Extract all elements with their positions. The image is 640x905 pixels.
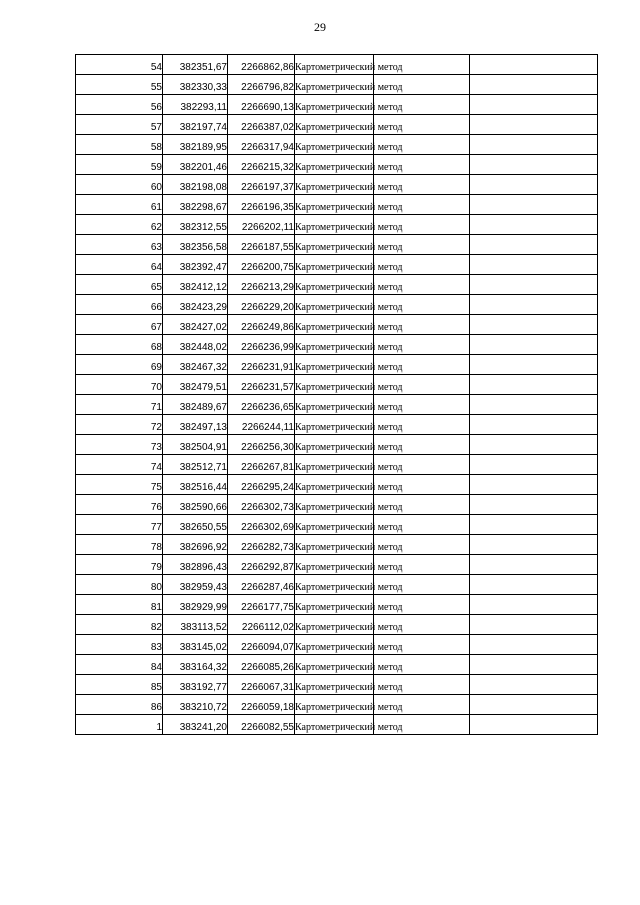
method-cell: Картометрический метод <box>295 355 374 375</box>
table-row <box>76 55 598 75</box>
empty-cell <box>470 695 598 715</box>
table-row <box>76 515 598 535</box>
x-coordinate-cell: 382696,92 <box>163 535 228 555</box>
y-coordinate-cell: 2266059,18 <box>228 695 295 715</box>
empty-cell <box>470 115 598 135</box>
table-row <box>76 155 598 175</box>
x-coordinate-cell: 382356,58 <box>163 235 228 255</box>
y-coordinate-cell: 2266085,26 <box>228 655 295 675</box>
method-cell: Картометрический метод <box>295 615 374 635</box>
x-coordinate-cell: 382312,55 <box>163 215 228 235</box>
point-number-cell: 57 <box>76 115 163 135</box>
x-coordinate-cell: 382512,71 <box>163 455 228 475</box>
point-number-cell: 83 <box>76 635 163 655</box>
y-coordinate-cell: 2266229,20 <box>228 295 295 315</box>
x-coordinate-cell: 382412,12 <box>163 275 228 295</box>
method-cell: Картометрический метод <box>295 295 374 315</box>
y-coordinate-cell: 2266796,82 <box>228 75 295 95</box>
y-coordinate-cell: 2266112,02 <box>228 615 295 635</box>
x-coordinate-cell: 383113,52 <box>163 615 228 635</box>
empty-cell <box>470 95 598 115</box>
point-number-cell: 58 <box>76 135 163 155</box>
empty-cell <box>470 75 598 95</box>
empty-cell <box>470 235 598 255</box>
y-coordinate-cell: 2266196,35 <box>228 195 295 215</box>
x-coordinate-cell: 382427,02 <box>163 315 228 335</box>
method-cell: Картометрический метод <box>295 335 374 355</box>
point-number-cell: 66 <box>76 295 163 315</box>
point-number-cell: 85 <box>76 675 163 695</box>
empty-cell <box>470 135 598 155</box>
point-number-cell: 84 <box>76 655 163 675</box>
point-number-cell: 75 <box>76 475 163 495</box>
point-number-cell: 60 <box>76 175 163 195</box>
x-coordinate-cell: 382448,02 <box>163 335 228 355</box>
point-number-cell: 64 <box>76 255 163 275</box>
table-row <box>76 255 598 275</box>
method-cell: Картометрический метод <box>295 175 374 195</box>
x-coordinate-cell: 382201,46 <box>163 155 228 175</box>
table-row <box>76 215 598 235</box>
table-row <box>76 295 598 315</box>
method-cell: Картометрический метод <box>295 575 374 595</box>
x-coordinate-cell: 383145,02 <box>163 635 228 655</box>
empty-cell <box>470 655 598 675</box>
empty-cell <box>470 355 598 375</box>
y-coordinate-cell: 2266317,94 <box>228 135 295 155</box>
table-row <box>76 355 598 375</box>
method-cell: Картометрический метод <box>295 235 374 255</box>
y-coordinate-cell: 2266236,65 <box>228 395 295 415</box>
method-cell: Картометрический метод <box>295 435 374 455</box>
point-number-cell: 77 <box>76 515 163 535</box>
method-cell: Картометрический метод <box>295 675 374 695</box>
y-coordinate-cell: 2266282,73 <box>228 535 295 555</box>
method-cell: Картометрический метод <box>295 515 374 535</box>
empty-cell <box>470 515 598 535</box>
point-number-cell: 1 <box>76 715 163 735</box>
table-row <box>76 695 598 715</box>
method-cell: Картометрический метод <box>295 75 374 95</box>
y-coordinate-cell: 2266231,57 <box>228 375 295 395</box>
point-number-cell: 55 <box>76 75 163 95</box>
method-cell: Картометрический метод <box>295 455 374 475</box>
y-coordinate-cell: 2266213,29 <box>228 275 295 295</box>
empty-cell <box>470 595 598 615</box>
y-coordinate-cell: 2266236,99 <box>228 335 295 355</box>
table-row <box>76 75 598 95</box>
point-number-cell: 81 <box>76 595 163 615</box>
x-coordinate-cell: 382504,91 <box>163 435 228 455</box>
table-row <box>76 115 598 135</box>
empty-cell <box>470 455 598 475</box>
table-row <box>76 415 598 435</box>
x-coordinate-cell: 382198,08 <box>163 175 228 195</box>
table-row <box>76 235 598 255</box>
table-row <box>76 315 598 335</box>
x-coordinate-cell: 383192,77 <box>163 675 228 695</box>
x-coordinate-cell: 382423,29 <box>163 295 228 315</box>
y-coordinate-cell: 2266200,75 <box>228 255 295 275</box>
point-number-cell: 78 <box>76 535 163 555</box>
table-row <box>76 195 598 215</box>
method-cell: Картометрический метод <box>295 395 374 415</box>
empty-cell <box>470 715 598 735</box>
empty-cell <box>470 495 598 515</box>
x-coordinate-cell: 382489,67 <box>163 395 228 415</box>
empty-cell <box>470 195 598 215</box>
table-row <box>76 375 598 395</box>
x-coordinate-cell: 382479,51 <box>163 375 228 395</box>
point-number-cell: 65 <box>76 275 163 295</box>
table-row <box>76 335 598 355</box>
y-coordinate-cell: 2266267,81 <box>228 455 295 475</box>
coordinates-table <box>75 54 598 735</box>
x-coordinate-cell: 382650,55 <box>163 515 228 535</box>
x-coordinate-cell: 382293,11 <box>163 95 228 115</box>
x-coordinate-cell: 383210,72 <box>163 695 228 715</box>
point-number-cell: 73 <box>76 435 163 455</box>
empty-cell <box>470 635 598 655</box>
y-coordinate-cell: 2266197,37 <box>228 175 295 195</box>
x-coordinate-cell: 383241,20 <box>163 715 228 735</box>
point-number-cell: 67 <box>76 315 163 335</box>
empty-cell <box>470 255 598 275</box>
method-cell: Картометрический метод <box>295 555 374 575</box>
y-coordinate-cell: 2266292,87 <box>228 555 295 575</box>
table-row <box>76 95 598 115</box>
table-row <box>76 455 598 475</box>
x-coordinate-cell: 382392,47 <box>163 255 228 275</box>
empty-cell <box>470 215 598 235</box>
table-row <box>76 595 598 615</box>
method-cell: Картометрический метод <box>295 275 374 295</box>
table-row <box>76 175 598 195</box>
method-cell: Картометрический метод <box>295 95 374 115</box>
point-number-cell: 82 <box>76 615 163 635</box>
empty-cell <box>470 675 598 695</box>
table-row <box>76 575 598 595</box>
table-row <box>76 135 598 155</box>
method-cell: Картометрический метод <box>295 655 374 675</box>
method-cell: Картометрический метод <box>295 215 374 235</box>
table-row <box>76 715 598 735</box>
point-number-cell: 79 <box>76 555 163 575</box>
y-coordinate-cell: 2266202,11 <box>228 215 295 235</box>
x-coordinate-cell: 382959,43 <box>163 575 228 595</box>
y-coordinate-cell: 2266215,32 <box>228 155 295 175</box>
empty-cell <box>470 575 598 595</box>
x-coordinate-cell: 382197,74 <box>163 115 228 135</box>
y-coordinate-cell: 2266302,73 <box>228 495 295 515</box>
x-coordinate-cell: 382298,67 <box>163 195 228 215</box>
x-coordinate-cell: 382896,43 <box>163 555 228 575</box>
point-number-cell: 80 <box>76 575 163 595</box>
x-coordinate-cell: 382330,33 <box>163 75 228 95</box>
x-coordinate-cell: 382467,32 <box>163 355 228 375</box>
table-row <box>76 555 598 575</box>
x-coordinate-cell: 382590,66 <box>163 495 228 515</box>
method-cell: Картометрический метод <box>295 255 374 275</box>
empty-cell <box>470 395 598 415</box>
y-coordinate-cell: 2266690,13 <box>228 95 295 115</box>
method-cell: Картометрический метод <box>295 135 374 155</box>
method-cell: Картометрический метод <box>295 535 374 555</box>
table-row <box>76 655 598 675</box>
y-coordinate-cell: 2266244,11 <box>228 415 295 435</box>
method-cell: Картометрический метод <box>295 195 374 215</box>
table-row <box>76 635 598 655</box>
method-cell: Картометрический метод <box>295 415 374 435</box>
y-coordinate-cell: 2266249,86 <box>228 315 295 335</box>
point-number-cell: 56 <box>76 95 163 115</box>
point-number-cell: 74 <box>76 455 163 475</box>
empty-cell <box>470 295 598 315</box>
method-cell: Картометрический метод <box>295 635 374 655</box>
method-cell: Картометрический метод <box>295 315 374 335</box>
point-number-cell: 72 <box>76 415 163 435</box>
x-coordinate-cell: 383164,32 <box>163 655 228 675</box>
x-coordinate-cell: 382351,67 <box>163 55 228 75</box>
empty-cell <box>470 415 598 435</box>
point-number-cell: 76 <box>76 495 163 515</box>
table-row <box>76 615 598 635</box>
table-row <box>76 275 598 295</box>
point-number-cell: 59 <box>76 155 163 175</box>
point-number-cell: 70 <box>76 375 163 395</box>
method-cell: Картометрический метод <box>295 375 374 395</box>
empty-cell <box>470 615 598 635</box>
y-coordinate-cell: 2266177,75 <box>228 595 295 615</box>
empty-cell <box>470 335 598 355</box>
method-cell: Картометрический метод <box>295 595 374 615</box>
point-number-cell: 54 <box>76 55 163 75</box>
table-row <box>76 435 598 455</box>
y-coordinate-cell: 2266231,91 <box>228 355 295 375</box>
page-number: 29 <box>314 20 326 34</box>
point-number-cell: 68 <box>76 335 163 355</box>
y-coordinate-cell: 2266094,07 <box>228 635 295 655</box>
table-row <box>76 395 598 415</box>
x-coordinate-cell: 382497,13 <box>163 415 228 435</box>
table-row <box>76 495 598 515</box>
coordinates-table-body <box>76 55 598 735</box>
y-coordinate-cell: 2266862,86 <box>228 55 295 75</box>
y-coordinate-cell: 2266302,69 <box>228 515 295 535</box>
empty-cell <box>470 175 598 195</box>
y-coordinate-cell: 2266082,55 <box>228 715 295 735</box>
method-cell: Картометрический метод <box>295 55 374 75</box>
y-coordinate-cell: 2266287,46 <box>228 575 295 595</box>
x-coordinate-cell: 382516,44 <box>163 475 228 495</box>
empty-cell <box>470 435 598 455</box>
method-cell: Картометрический метод <box>295 115 374 135</box>
point-number-cell: 86 <box>76 695 163 715</box>
empty-cell <box>470 55 598 75</box>
y-coordinate-cell: 2266295,24 <box>228 475 295 495</box>
y-coordinate-cell: 2266067,31 <box>228 675 295 695</box>
table-row <box>76 535 598 555</box>
point-number-cell: 71 <box>76 395 163 415</box>
point-number-cell: 61 <box>76 195 163 215</box>
x-coordinate-cell: 382929,99 <box>163 595 228 615</box>
y-coordinate-cell: 2266387,02 <box>228 115 295 135</box>
empty-cell <box>470 475 598 495</box>
empty-cell <box>470 315 598 335</box>
empty-cell <box>470 555 598 575</box>
method-cell: Картометрический метод <box>295 715 374 735</box>
point-number-cell: 62 <box>76 215 163 235</box>
method-cell: Картометрический метод <box>295 695 374 715</box>
empty-cell <box>470 535 598 555</box>
y-coordinate-cell: 2266187,55 <box>228 235 295 255</box>
empty-cell <box>470 275 598 295</box>
empty-cell <box>470 155 598 175</box>
x-coordinate-cell: 382189,95 <box>163 135 228 155</box>
table-row <box>76 675 598 695</box>
method-cell: Картометрический метод <box>295 475 374 495</box>
empty-cell <box>470 375 598 395</box>
point-number-cell: 63 <box>76 235 163 255</box>
method-cell: Картометрический метод <box>295 155 374 175</box>
point-number-cell: 69 <box>76 355 163 375</box>
y-coordinate-cell: 2266256,30 <box>228 435 295 455</box>
table-row <box>76 475 598 495</box>
method-cell: Картометрический метод <box>295 495 374 515</box>
